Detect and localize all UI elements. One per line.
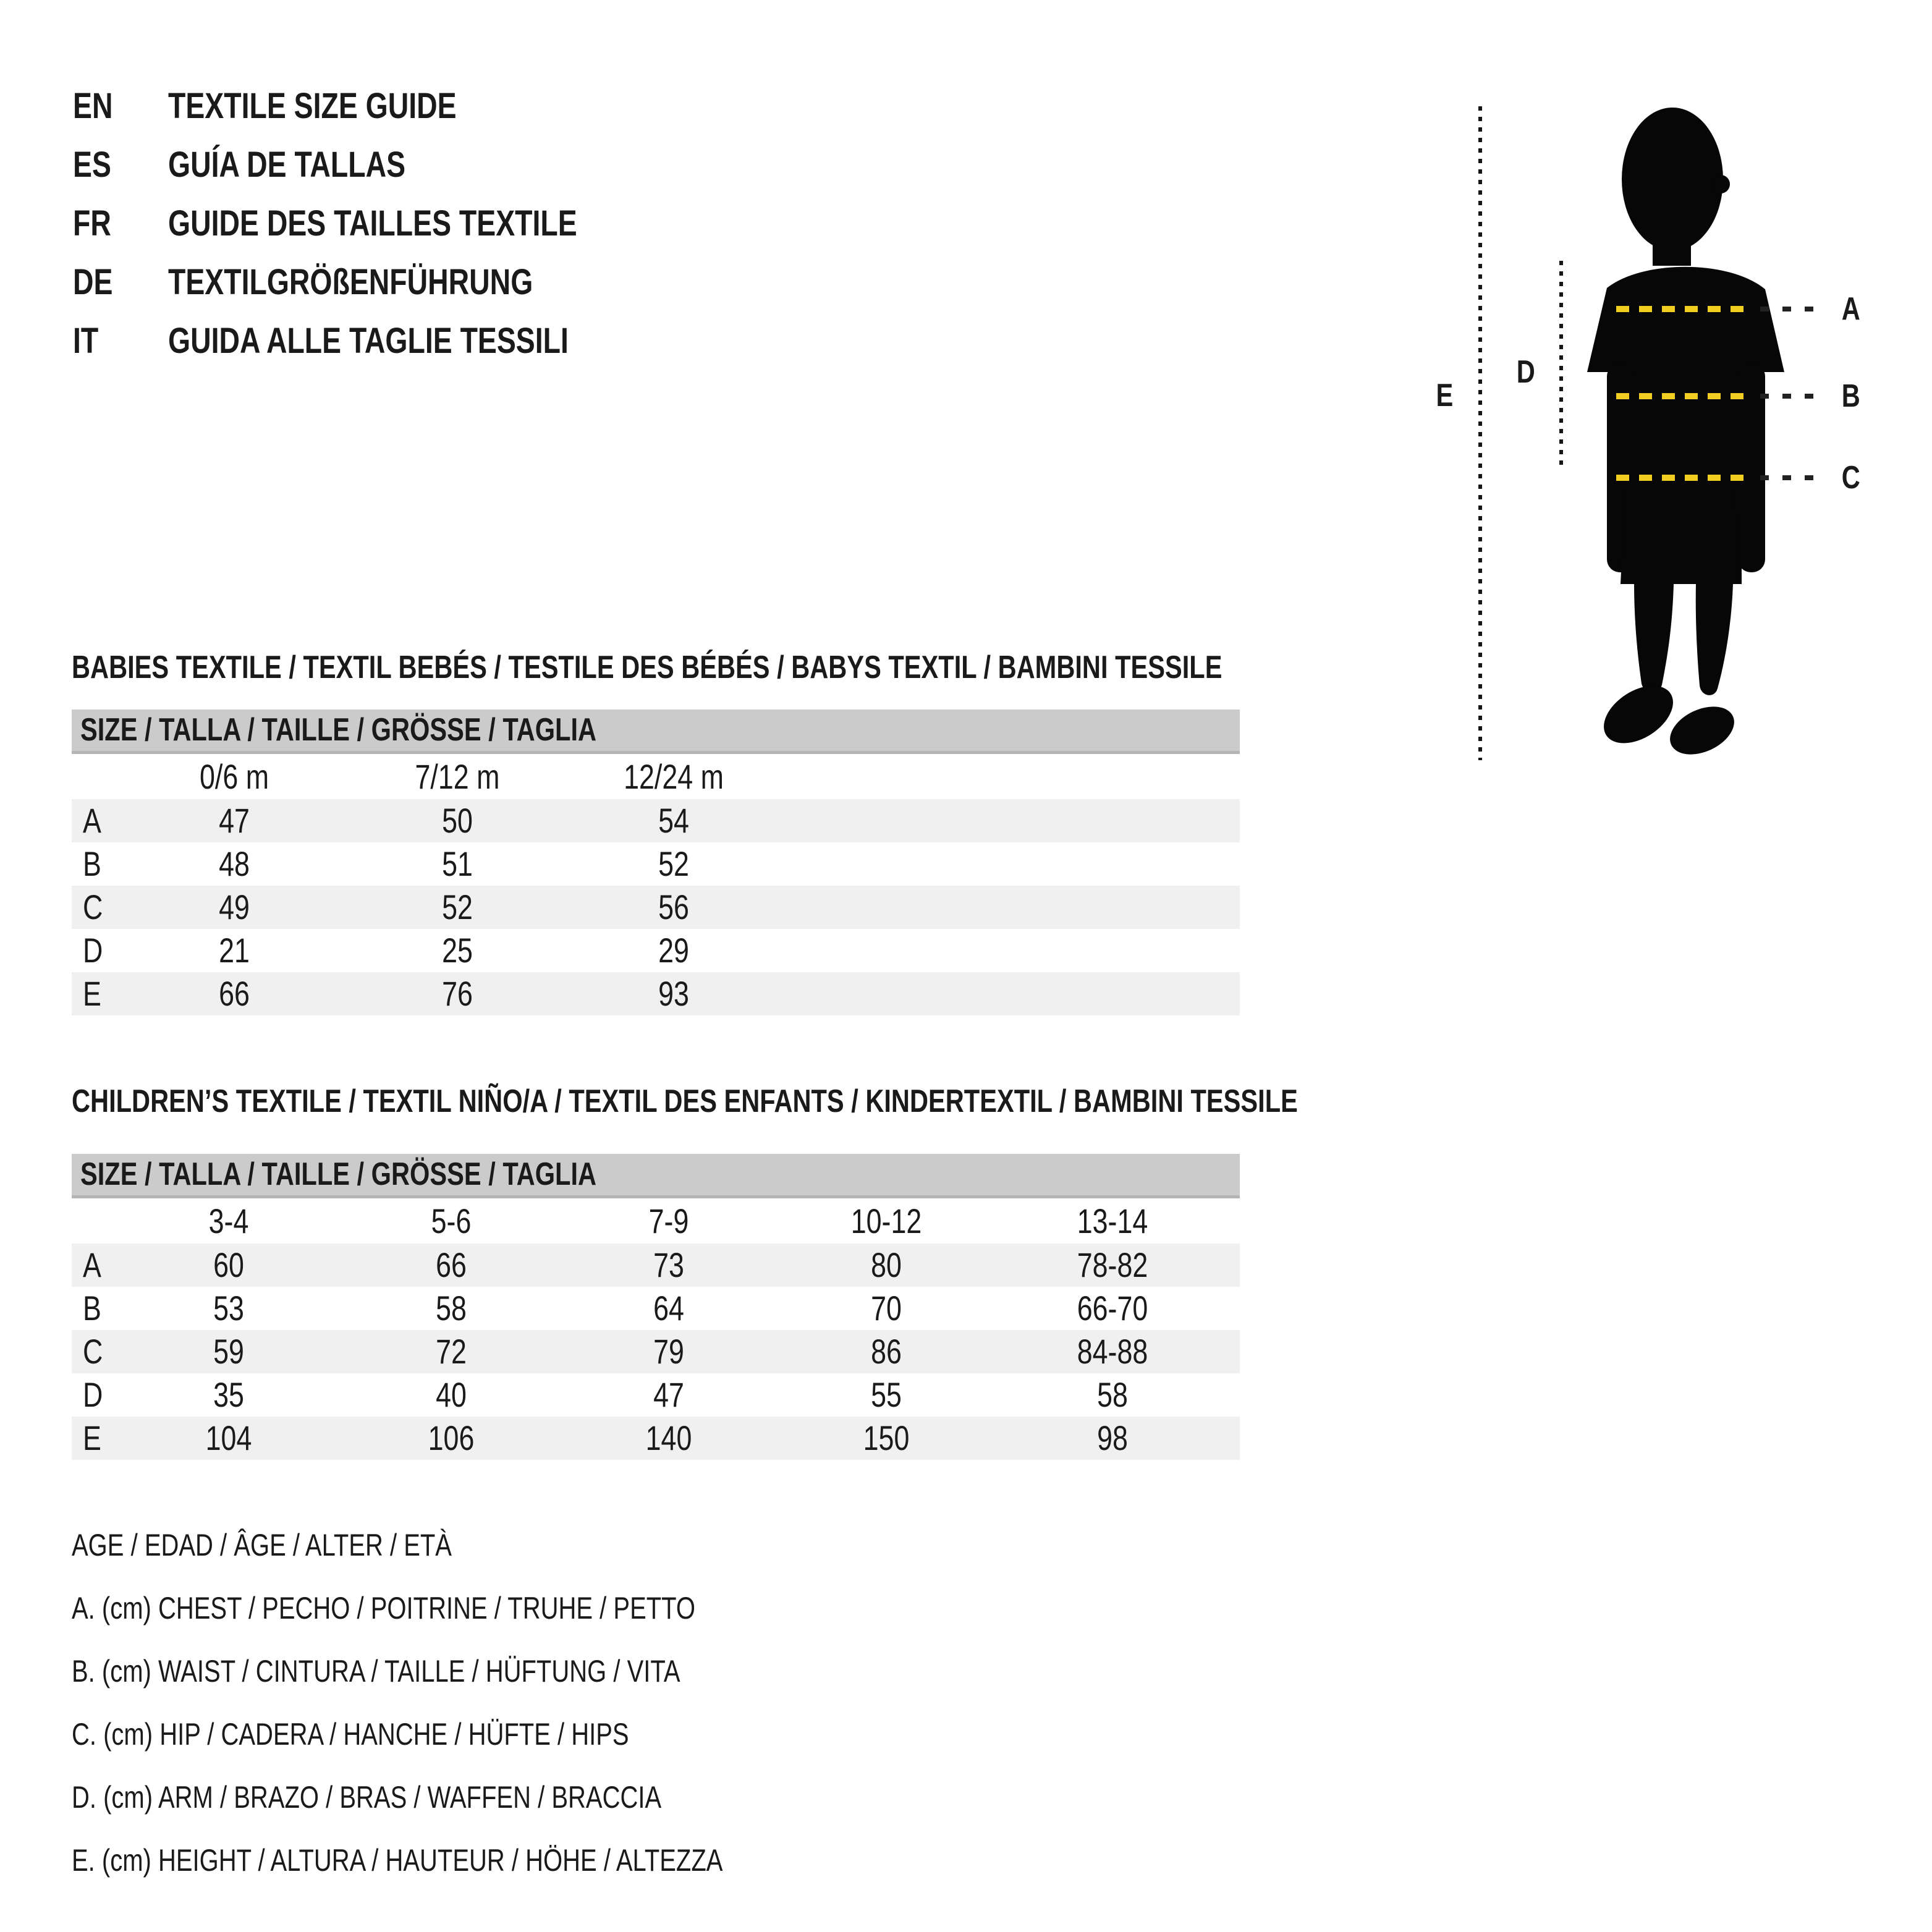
hip-measure-leader-line bbox=[1760, 475, 1822, 480]
cell: 52 bbox=[658, 844, 689, 883]
label-arm-d: D bbox=[1516, 354, 1536, 390]
cell: 93 bbox=[658, 974, 689, 1013]
lang-title: TEXTILE SIZE GUIDE bbox=[168, 86, 457, 126]
label-chest-a: A bbox=[1841, 291, 1861, 327]
cell: 80 bbox=[871, 1245, 902, 1284]
lang-row-de bbox=[73, 260, 938, 305]
children-table-title-text: CHILDREN’S TEXTILE / TEXTIL NIÑO/A / TEXTIL DES ENFANTS / KINDERTEXTIL / BAMBINI TESSILE bbox=[72, 1083, 1298, 1119]
cell: 60 bbox=[213, 1245, 244, 1284]
legend-text: C. (cm) HIP / CADERA / HANCHE / HÜFTE / HIPS bbox=[72, 1717, 629, 1752]
cell: 40 bbox=[436, 1375, 467, 1414]
cell: 64 bbox=[653, 1289, 684, 1328]
cell: 50 bbox=[442, 801, 473, 840]
lang-title: TEXTILGRÖßENFÜHRUNG bbox=[168, 262, 533, 302]
row-label: A bbox=[83, 1245, 101, 1284]
col-header: 10-12 bbox=[850, 1201, 922, 1240]
cell: 29 bbox=[658, 931, 689, 970]
cell: 106 bbox=[428, 1418, 475, 1457]
lang-title: GUIDA ALLE TAGLIE TESSILI bbox=[168, 321, 569, 361]
legend-hip bbox=[72, 1703, 1061, 1766]
col-header: 0/6 m bbox=[199, 757, 269, 796]
cell: 73 bbox=[653, 1245, 684, 1284]
lang-row-es bbox=[73, 142, 938, 188]
cell: 76 bbox=[442, 974, 473, 1013]
col-header: 5-6 bbox=[431, 1201, 472, 1240]
lang-title: GUÍA DE TALLAS bbox=[168, 145, 406, 185]
babies-table-title bbox=[72, 648, 1555, 687]
table-row bbox=[72, 1417, 1240, 1460]
cell: 98 bbox=[1097, 1418, 1128, 1457]
col-header: 3-4 bbox=[208, 1201, 249, 1240]
cell: 84-88 bbox=[1077, 1332, 1148, 1371]
legend-arm bbox=[72, 1766, 1061, 1829]
children-column-headers bbox=[72, 1198, 1240, 1244]
lang-row-it bbox=[73, 318, 938, 364]
row-label: C bbox=[83, 888, 103, 926]
table-row bbox=[72, 1373, 1240, 1417]
child-silhouette-icon bbox=[1575, 104, 1797, 762]
cell: 51 bbox=[442, 844, 473, 883]
cell: 25 bbox=[442, 931, 473, 970]
cell: 35 bbox=[213, 1375, 244, 1414]
lang-code: IT bbox=[73, 321, 99, 361]
row-label: E bbox=[83, 974, 101, 1013]
row-label: B bbox=[83, 1289, 101, 1328]
legend-height bbox=[72, 1829, 1061, 1892]
col-header: 13-14 bbox=[1077, 1201, 1148, 1240]
row-label: C bbox=[83, 1332, 103, 1371]
legend-text: A. (cm) CHEST / PECHO / POITRINE / TRUHE / PETTO bbox=[72, 1591, 696, 1625]
lang-code: FR bbox=[73, 203, 111, 244]
table-row bbox=[72, 1287, 1240, 1330]
cell: 47 bbox=[653, 1375, 684, 1414]
col-header: 7-9 bbox=[648, 1201, 689, 1240]
cell: 86 bbox=[871, 1332, 902, 1371]
waist-measure-dashed-line bbox=[1616, 393, 1749, 399]
cell: 56 bbox=[658, 888, 689, 926]
legend-chest bbox=[72, 1577, 1061, 1640]
col-header: 12/24 m bbox=[624, 757, 724, 796]
row-label: A bbox=[83, 801, 101, 840]
cell: 66 bbox=[219, 974, 250, 1013]
row-label: E bbox=[83, 1418, 101, 1457]
row-label: B bbox=[83, 844, 101, 883]
cell: 140 bbox=[645, 1418, 692, 1457]
babies-size-header-bar bbox=[72, 710, 1240, 754]
cell: 53 bbox=[213, 1289, 244, 1328]
cell: 55 bbox=[871, 1375, 902, 1414]
cell: 104 bbox=[205, 1418, 252, 1457]
legend-text: AGE / EDAD / ÂGE / ALTER / ETÀ bbox=[72, 1528, 452, 1562]
table-row bbox=[72, 886, 1240, 929]
babies-table-title-text: BABIES TEXTILE / TEXTIL BEBÉS / TESTILE DES BÉBÉS / BABYS TEXTIL / BAMBINI TESSILE bbox=[72, 650, 1222, 685]
legend-text: E. (cm) HEIGHT / ALTURA / HAUTEUR / HÖHE / ALTEZZA bbox=[72, 1843, 723, 1878]
lang-code: DE bbox=[73, 262, 113, 302]
cell: 66 bbox=[436, 1245, 467, 1284]
table-row bbox=[72, 842, 1240, 886]
cell: 47 bbox=[219, 801, 250, 840]
legend-waist bbox=[72, 1640, 1061, 1703]
cell: 72 bbox=[436, 1332, 467, 1371]
lang-title: GUIDE DES TAILLES TEXTILE bbox=[168, 203, 577, 244]
cell: 150 bbox=[863, 1418, 910, 1457]
lang-code: ES bbox=[73, 145, 111, 185]
legend-text: B. (cm) WAIST / CINTURA / TAILLE / HÜFTUNG / VITA bbox=[72, 1654, 680, 1688]
hip-measure-dashed-line bbox=[1616, 475, 1749, 481]
label-height-e: E bbox=[1436, 378, 1453, 413]
legend-age bbox=[72, 1514, 1061, 1577]
table-row bbox=[72, 929, 1240, 972]
arm-measure-dotted-line bbox=[1559, 261, 1563, 471]
cell: 52 bbox=[442, 888, 473, 926]
lang-row-fr bbox=[73, 201, 938, 247]
row-label: D bbox=[83, 931, 103, 970]
cell: 79 bbox=[653, 1332, 684, 1371]
cell: 66-70 bbox=[1077, 1289, 1148, 1328]
babies-column-headers bbox=[72, 754, 1240, 799]
cell: 78-82 bbox=[1077, 1245, 1148, 1284]
cell: 21 bbox=[219, 931, 250, 970]
cell: 49 bbox=[219, 888, 250, 926]
size-header-label: SIZE / TALLA / TAILLE / GRÖSSE / TAGLIA bbox=[80, 1156, 597, 1192]
lang-code: EN bbox=[73, 86, 113, 126]
label-hip-c: C bbox=[1841, 460, 1861, 496]
waist-measure-leader-line bbox=[1760, 394, 1822, 399]
children-size-header-bar bbox=[72, 1154, 1240, 1198]
cell: 54 bbox=[658, 801, 689, 840]
cell: 58 bbox=[436, 1289, 467, 1328]
row-label: D bbox=[83, 1375, 103, 1414]
children-table-title bbox=[72, 1082, 1555, 1121]
table-row bbox=[72, 1244, 1240, 1287]
table-row bbox=[72, 972, 1240, 1015]
cell: 59 bbox=[213, 1332, 244, 1371]
col-header: 7/12 m bbox=[415, 757, 500, 796]
size-header-label: SIZE / TALLA / TAILLE / GRÖSSE / TAGLIA bbox=[80, 712, 597, 748]
label-waist-b: B bbox=[1841, 378, 1861, 414]
cell: 70 bbox=[871, 1289, 902, 1328]
lang-row-en bbox=[73, 83, 938, 129]
children-size-table bbox=[72, 1154, 1240, 1460]
babies-size-table bbox=[72, 710, 1240, 1015]
cell: 48 bbox=[219, 844, 250, 883]
chest-measure-dashed-line bbox=[1616, 306, 1749, 312]
cell: 58 bbox=[1097, 1375, 1128, 1414]
table-row bbox=[72, 799, 1240, 842]
chest-measure-leader-line bbox=[1760, 307, 1822, 311]
legend-text: D. (cm) ARM / BRAZO / BRAS / WAFFEN / BRACCIA bbox=[72, 1780, 662, 1815]
table-row bbox=[72, 1330, 1240, 1373]
